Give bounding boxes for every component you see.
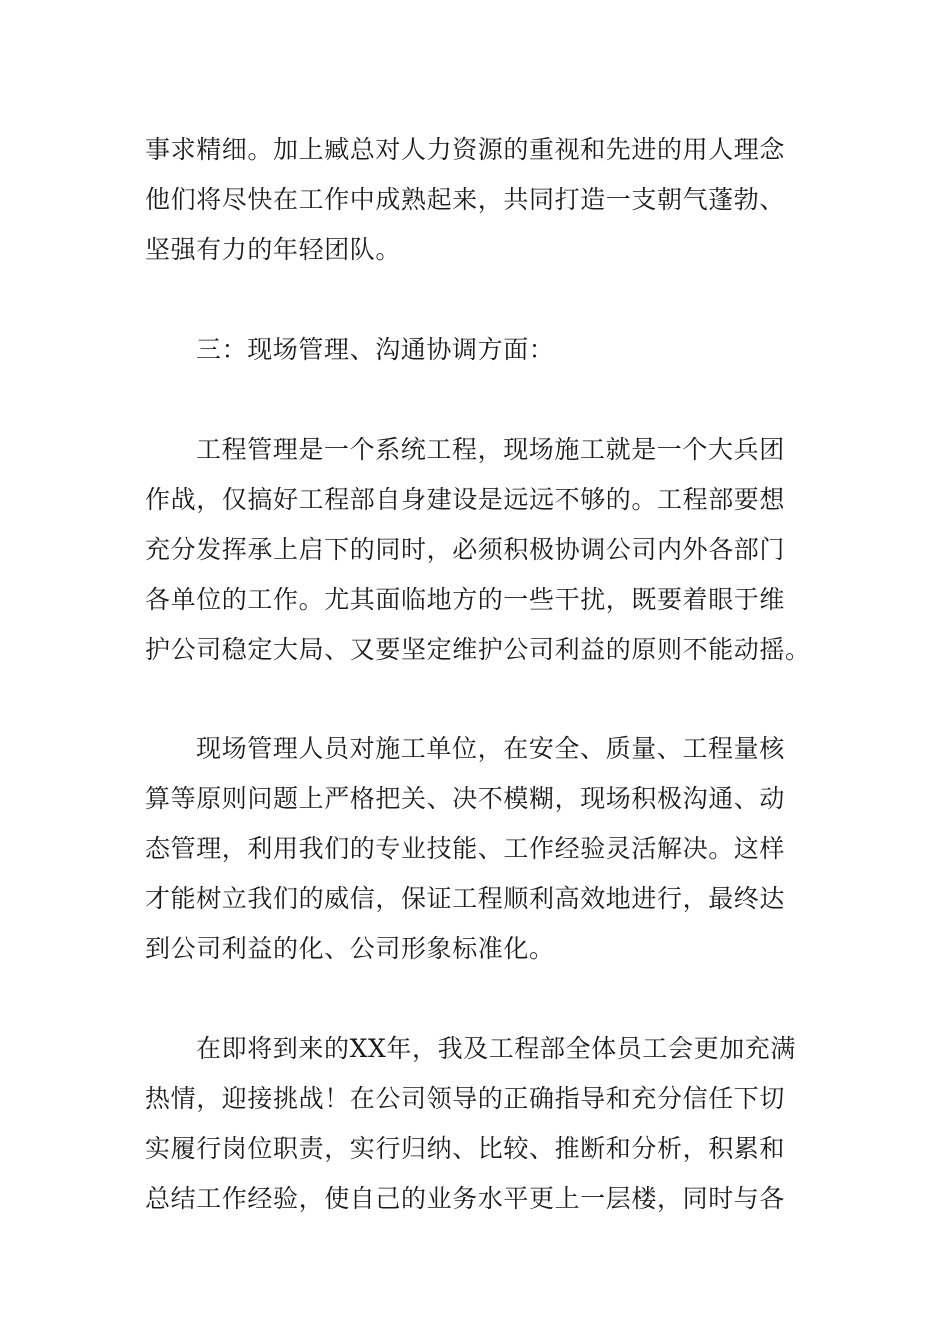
section-heading: 三：现场管理、沟通协调方面： [196,335,555,364]
paragraph-line: 他们将尽快在工作中成熟起来，共同打造一支朝气蓬勃、 [145,185,786,214]
paragraph-line: 作战，仅搞好工程部自身建设是远远不够的。工程部要想 [145,485,786,514]
paragraph-line: 实履行岗位职责，实行归纳、比较、推断和分析，积累和 [145,1134,786,1163]
paragraph-line: 算等原则问题上严格把关、决不模糊，现场积极沟通、动 [145,784,786,813]
paragraph-line: 各单位的工作。尤其面临地方的一些干扰，既要着眼于维 [145,585,786,614]
paragraph-line: 态管理，利用我们的专业技能、工作经验灵活解决。这样 [145,834,786,863]
paragraph-line: 总结工作经验，使自己的业务水平更上一层楼，同时与各 [145,1184,786,1213]
paragraph-line: 工程管理是一个系统工程，现场施工就是一个大兵团 [196,435,785,464]
paragraph-line: 事求精细。加上臧总对人力资源的重视和先进的用人理念 [145,135,786,164]
paragraph-line: 坚强有力的年轻团队。 [145,235,402,264]
paragraph-line: 热情，迎接挑战！在公司领导的正确指导和充分信任下切 [145,1084,786,1113]
paragraph-line: 护公司稳定大局、又要坚定维护公司利益的原则不能动摇。 [145,635,811,664]
paragraph-line: 在即将到来的XX年，我及工程部全体员工会更加充满 [196,1034,796,1063]
paragraph-line: 才能树立我们的威信，保证工程顺利高效地进行，最终达 [145,884,786,913]
paragraph-line: 充分发挥承上启下的同时，必须积极协调公司内外各部门 [145,535,786,564]
paragraph-line: 到公司利益的化、公司形象标准化。 [145,934,555,963]
paragraph-line: 现场管理人员对施工单位，在安全、质量、工程量核 [196,734,785,763]
